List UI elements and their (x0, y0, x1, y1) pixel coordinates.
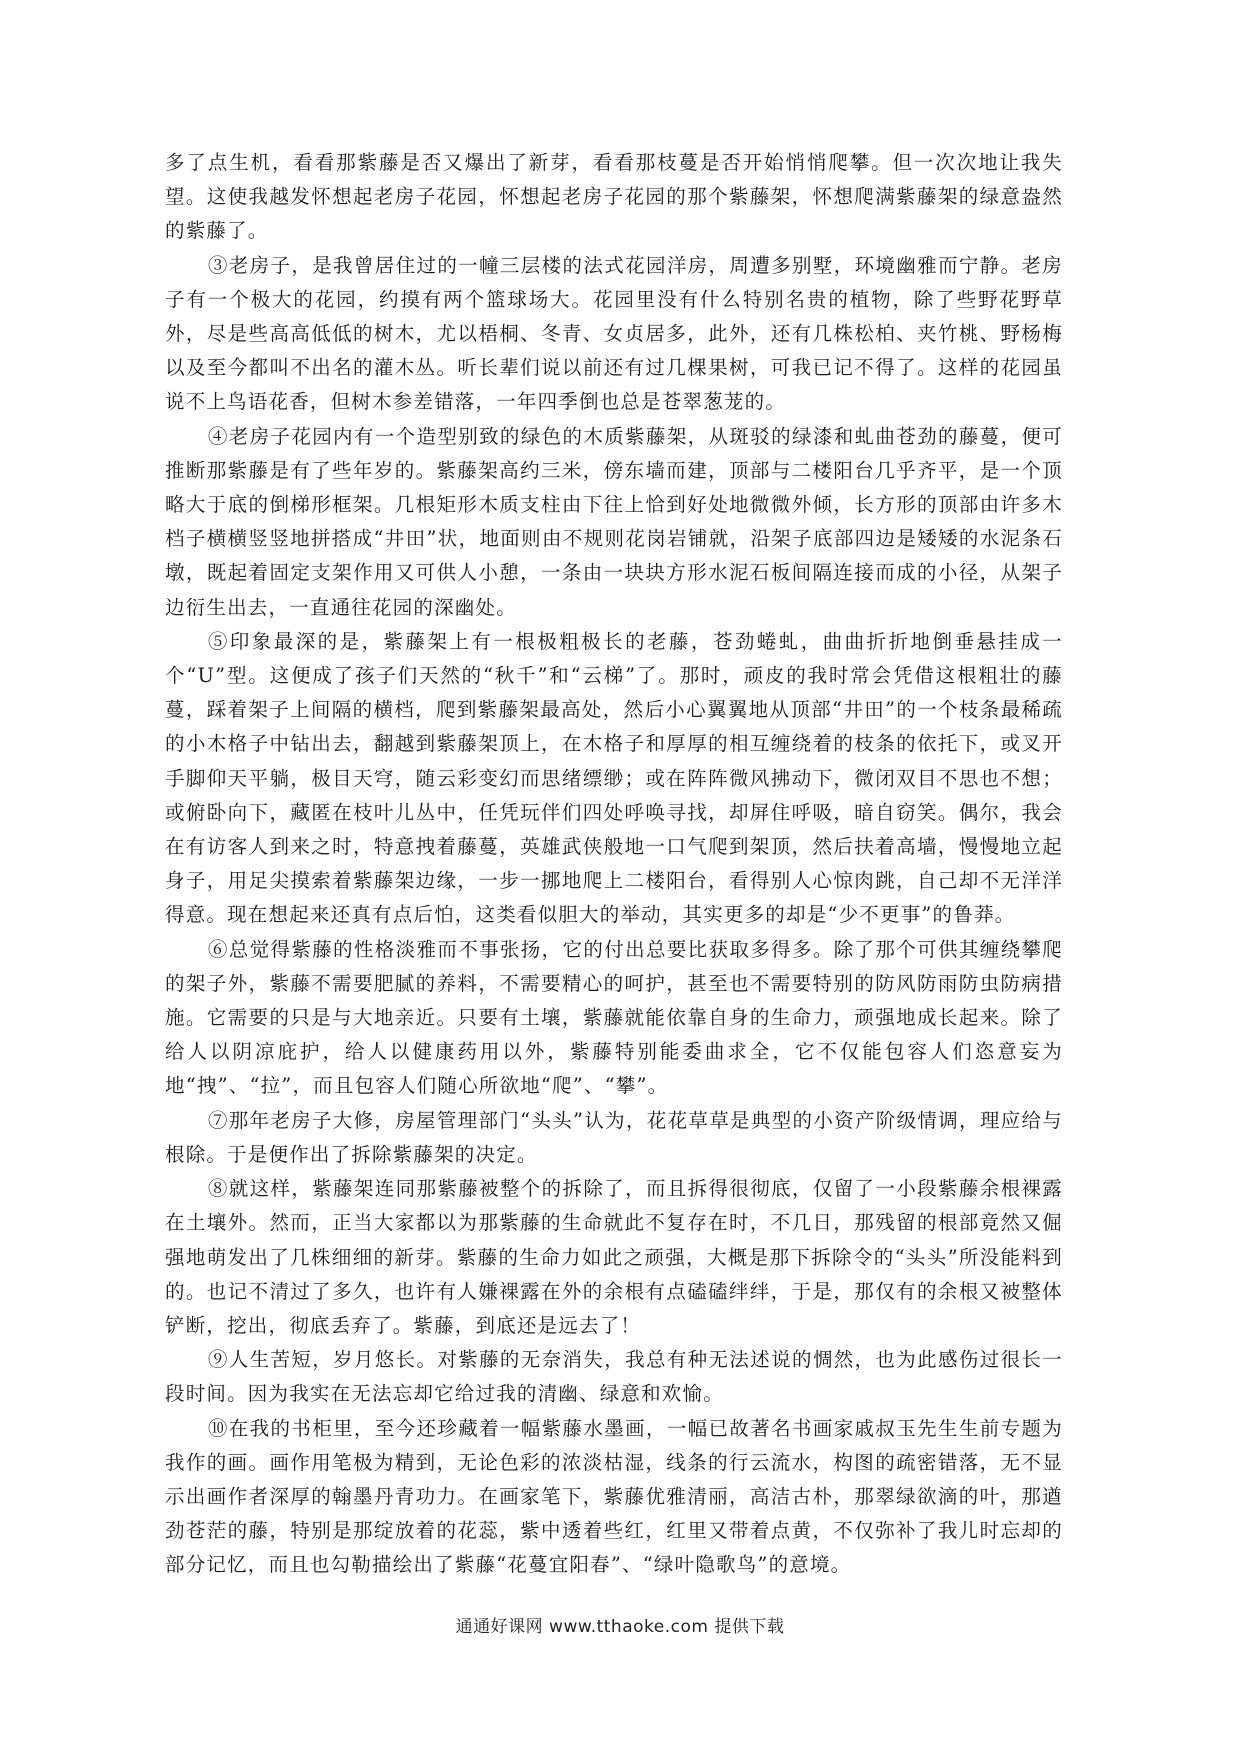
paragraph-continuation: 多了点生机，看看那紫藤是否又爆出了新芽，看看那枝蔓是否开始悄悄爬攀。但一次次地让我失望。这使我越发怀想起老房子花园，怀想起老房子花园的那个紫藤架，怀想爬满紫藤架的绿意盎然的紫藤了。 (165, 151, 1063, 243)
paragraph-9: ⑨人生苦短，岁月悠长。对紫藤的无奈消失，我总有种无法述说的惆然，也为此感伤过很长一段时间。因为我实在无法忘却它给过我的清幽、绿意和欢愉。 (165, 1348, 1063, 1406)
paragraph-8: ⑧就这样，紫藤架连同那紫藤被整个的拆除了，而且拆得很彻底，仅留了一小段紫藤余根裸露在土壤外。然而，正当大家都以为那紫藤的生命就此不复存在时，不几日，那残留的根部竟然又倔强地萌发出了几株细细的新芽。紫藤的生命力如此之顽强，大概是那下拆除令的“头头”所没能料到的。也记不清过了多久，也许有人嫌裸露在外的余根有点磕磕绊绊，于是，那仅有的余根又被整体铲断，挖出，彻底丢弃了。紫藤，到底还是远去了！ (165, 1177, 1063, 1337)
paragraph-10: ⑩在我的书柜里，至今还珍藏着一幅紫藤水墨画，一幅已故著名书画家戚叔玉先生生前专题为我作的画。画作用笔极为精到，无论色彩的浓淡枯湿，线条的行云流水，构图的疏密错落，无不显示出画作者深厚的翰墨丹青功力。在画家笔下，紫藤优雅清丽，高洁古朴，那翠绿欲滴的叶，那遒劲苍茫的藤，特别是那绽放着的花蕊，紫中透着些红，红里又带着点黄，不仅弥补了我儿时忘却的部分记忆，而且也勾勒描绘出了紫藤“花蔓宜阳春”、“绿叶隐歌鸟”的意境。 (165, 1416, 1063, 1577)
paragraph-3: ③老房子，是我曾居住过的一幢三层楼的法式花园洋房，周遭多别墅，环境幽雅而宁静。老房子有一个极大的花园，约摸有两个篮球场大。花园里没有什么特别名贵的植物，除了些野花野草外，尽是些高高低低的树木，尤以梧桐、冬青、女贞居多，此外，还有几株松柏、夹竹桃、野杨梅以及至今都叫不出名的灌木丛。听长辈们说以前还有过几棵果树，可我已记不得了。这样的花园虽说不上鸟语花香，但树木参差错落，一年四季倒也总是苍翠葱茏的。 (165, 253, 1063, 414)
paragraph-6: ⑥总觉得紫藤的性格淡雅而不事张扬，它的付出总要比获取多得多。除了那个可供其缠绕攀爬的架子外，紫藤不需要肥腻的养料，不需要精心的呵护，甚至也不需要特别的防风防雨防虫防病措施。它需要的只是与大地亲近。只要有土壤，紫藤就能依靠自身的生命力，顽强地成长起来。除了给人以阴凉庇护，给人以健康药用以外，紫藤特别能委曲求全，它不仅能包容人们恣意妄为地“拽”、“拉”，而且包容人们随心所欲地“爬”、“攀”。 (165, 937, 1063, 1098)
paragraph-7: ⑦那年老房子大修，房屋管理部门“头头”认为，花花草草是典型的小资产阶级情调，理应给与根除。于是便作出了拆除紫藤架的决定。 (165, 1108, 1063, 1166)
paragraph-4: ④老房子花园内有一个造型别致的绿色的木质紫藤架，从斑驳的绿漆和虬曲苍劲的藤蔓，便可推断那紫藤是有了些年岁的。紫藤架高约三米，傍东墙而建，顶部与二楼阳台几乎齐平，是一个顶略大于底的倒梯形框架。几根矩形木质支柱由下往上恰到好处地微微外倾，长方形的顶部由许多木档子横横竖竖地拼搭成“井田”状，地面则由不规则花岗岩铺就，沿架子底部四边是矮矮的水泥条石墩，既起着固定支架作用又可供人小憩，一条由一块块方形水泥石板间隔连接而成的小径，从架子边衍生出去，一直通往花园的深幽处。 (165, 424, 1063, 619)
paragraph-5: ⑤印象最深的是，紫藤架上有一根极粗极长的老藤，苍劲蜷虬，曲曲折折地倒垂悬挂成一个“U”型。这便成了孩子们天然的“秋千”和“云梯”了。那时，顽皮的我时常会凭借这根粗壮的藤蔓，踩着架子上间隔的横档，爬到紫藤架最高处，然后小心翼翼地从顶部“井田”的一个枝条最稀疏的小木格子中钻出去，翻越到紫藤架顶上，在木格子和厚厚的相互缠绕着的枝条的依托下，或叉开手脚仰天平躺，极目天穹，随云彩变幻而思绪缥缈；或在阵阵微风拂动下，微闭双目不思也不想；或俯卧向下，藏匿在枝叶儿丛中，任凭玩伴们四处呼唤寻找，却屏住呼吸，暗自窃笑。偶尔，我会在有访客人到来之时，特意拽着藤蔓，英雄武侠般地一口气爬到架顶，然后扶着高墙，慢慢地立起身子，用足尖摸索着紫藤架边缘，一步一挪地爬上二楼阳台，看得别人心惊肉跳，自己却不无洋洋得意。现在想起来还真有点后怕，这类看似胆大的举动，其实更多的却是“少不更事”的鲁莽。 (165, 629, 1063, 927)
download-footer: 通通好课网 www.tthaoke.com 提供下载 (455, 1617, 785, 1637)
article-body (165, 146, 1063, 1583)
